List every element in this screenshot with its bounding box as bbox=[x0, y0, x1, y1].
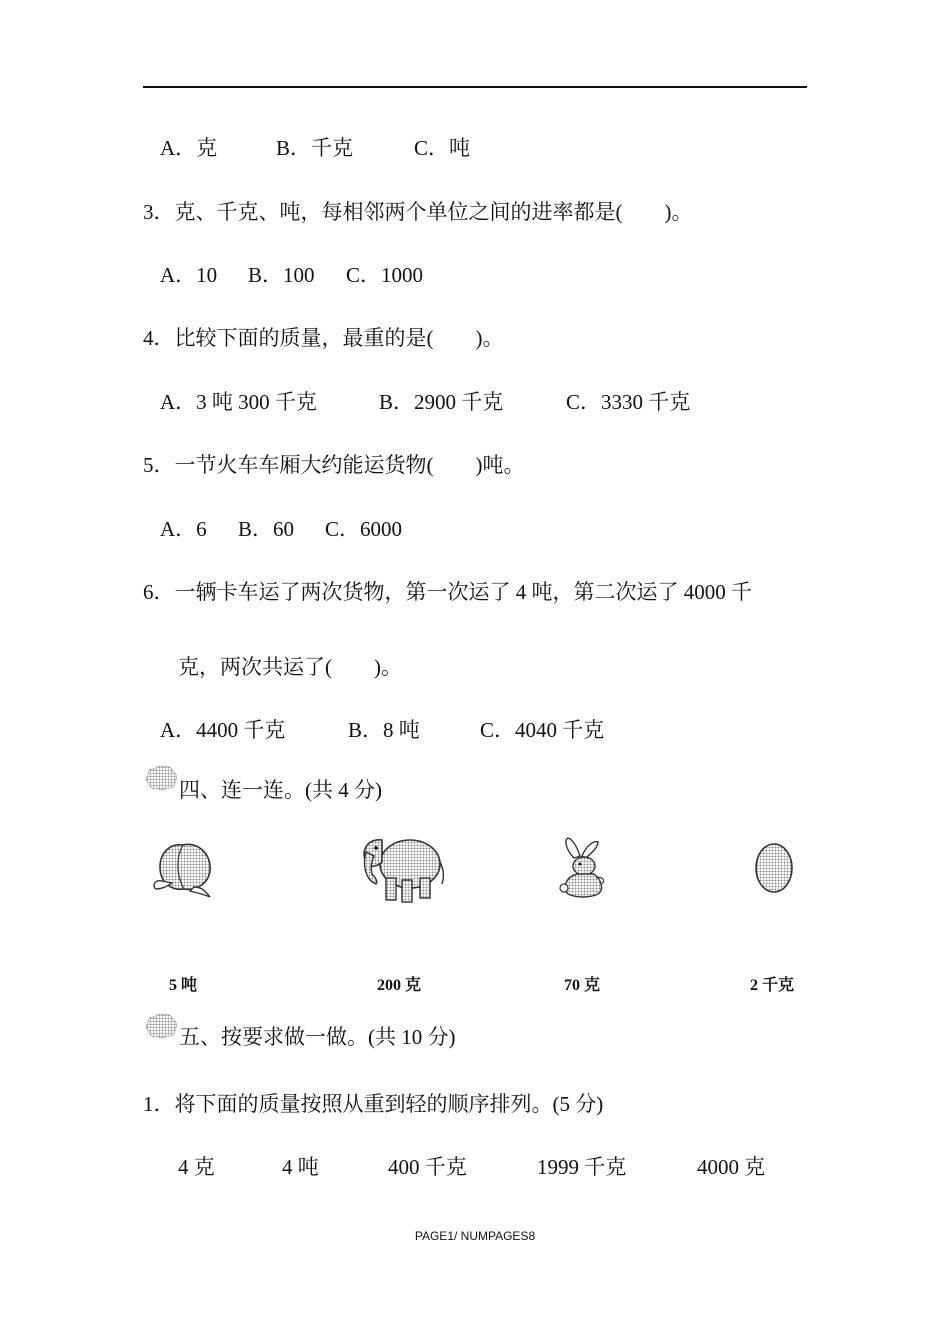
weight-label-3: 70 克 bbox=[564, 977, 601, 994]
mass-item-3: 400 千克 bbox=[388, 1155, 467, 1179]
q2-option-c: C．吨 bbox=[414, 136, 471, 160]
q3-option-b: B．100 bbox=[248, 263, 315, 287]
q2-option-a: A．克 bbox=[160, 136, 218, 160]
q4-option-a: A．3 吨 300 千克 bbox=[160, 390, 317, 414]
q6-option-a: A．4400 千克 bbox=[160, 718, 286, 742]
weight-label-2: 200 克 bbox=[377, 977, 422, 994]
q6-question-line2: 克，两次共运了( )。 bbox=[178, 655, 402, 679]
elephant-icon bbox=[356, 826, 446, 906]
q2-option-b: B．千克 bbox=[276, 136, 354, 160]
q4-option-b: B．2900 千克 bbox=[379, 390, 504, 414]
weight-label-1: 5 吨 bbox=[169, 977, 198, 994]
peach-icon bbox=[150, 833, 216, 899]
q6-option-c: C．4040 千克 bbox=[480, 718, 605, 742]
section4-title: 四、连一连。(共 4 分) bbox=[179, 778, 382, 802]
q6-option-b: B．8 吨 bbox=[348, 718, 420, 742]
q5-option-a: A．6 bbox=[160, 517, 207, 541]
mass-item-1: 4 克 bbox=[178, 1155, 215, 1179]
q3-option-c: C．1000 bbox=[346, 263, 424, 287]
q4-question: 4．比较下面的质量，最重的是( )。 bbox=[143, 326, 504, 350]
q5-question: 5．一节火车车厢大约能运货物( )吨。 bbox=[143, 453, 525, 477]
rabbit-icon bbox=[556, 836, 616, 900]
section4-cloud-icon bbox=[143, 763, 179, 793]
weight-label-4: 2 千克 bbox=[750, 977, 795, 994]
section5-question-1: 1．将下面的质量按照从重到轻的顺序排列。(5 分) bbox=[143, 1092, 604, 1116]
header-rule bbox=[143, 86, 807, 88]
mass-item-5: 4000 克 bbox=[697, 1155, 766, 1179]
section5-cloud-icon bbox=[143, 1011, 179, 1041]
q5-option-c: C．6000 bbox=[325, 517, 403, 541]
egg-icon bbox=[750, 840, 798, 896]
section5-title: 五、按要求做一做。(共 10 分) bbox=[179, 1025, 456, 1049]
mass-item-4: 1999 千克 bbox=[537, 1155, 627, 1179]
q5-option-b: B．60 bbox=[238, 517, 295, 541]
q6-question-line1: 6．一辆卡车运了两次货物，第一次运了 4 吨，第二次运了 4000 千 bbox=[143, 580, 752, 604]
q3-question: 3．克、千克、吨，每相邻两个单位之间的进率都是( )。 bbox=[143, 200, 693, 224]
mass-item-2: 4 吨 bbox=[282, 1155, 319, 1179]
q3-option-a: A．10 bbox=[160, 263, 218, 287]
q4-option-c: C．3330 千克 bbox=[566, 390, 691, 414]
page-footer: PAGE1/ NUMPAGES8 bbox=[414, 1229, 536, 1243]
